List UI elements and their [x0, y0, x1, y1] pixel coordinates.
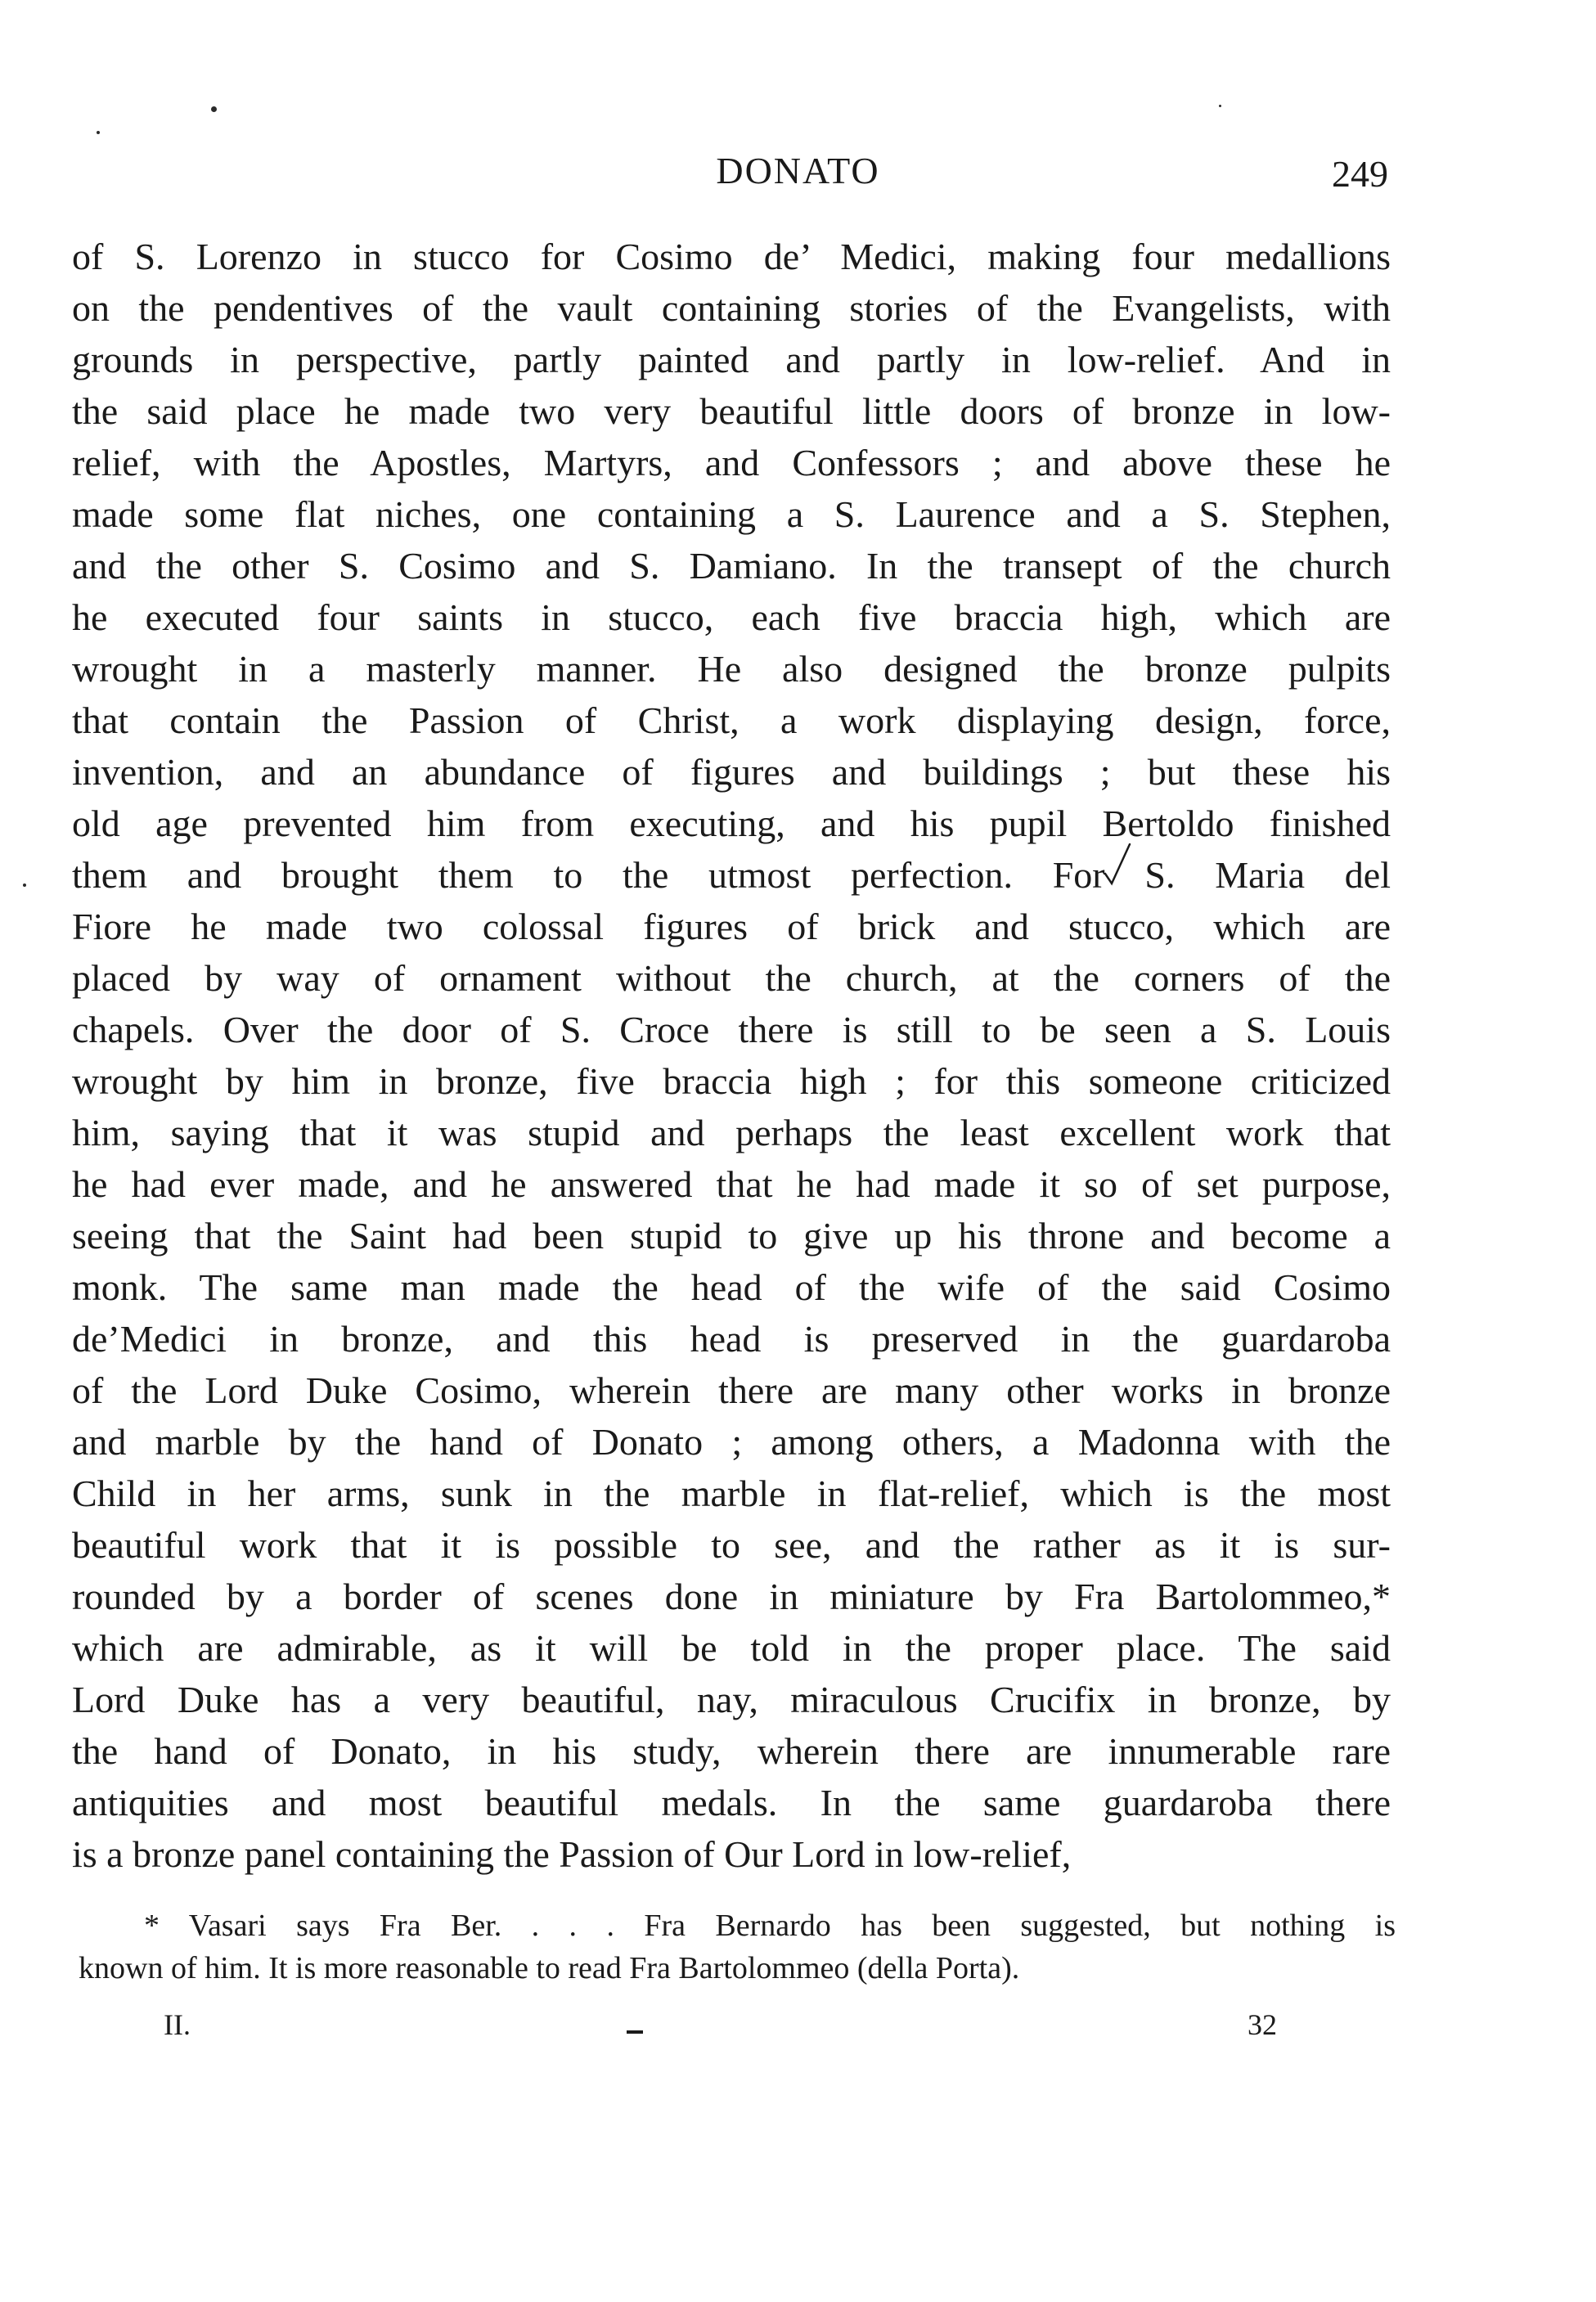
text-line: wrought in a masterly manner. He also designed the bronze pulpits [72, 648, 1391, 690]
text-line: on the pendentives of the vault containing stories of the Evangelists, with [72, 287, 1391, 329]
footnote [79, 1904, 1396, 1990]
text-line: he executed four saints in stucco, each five braccia high, which are [72, 596, 1391, 638]
text-line: beautiful work that it is possible to see, and the rather as it is sur- [72, 1524, 1391, 1566]
text-line: them and brought them to the utmost perfection. For S. Maria del [72, 854, 1391, 896]
text-line: chapels. Over the door of S. Croce there is still to be seen a S. Louis [72, 1009, 1391, 1050]
text-line: de’Medici in bronze, and this head is preserved in the guardaroba [72, 1318, 1391, 1360]
text-line: Lord Duke has a very beautiful, nay, miraculous Crucifix in bronze, by [72, 1679, 1391, 1720]
body-text [72, 231, 1391, 1880]
running-head [0, 149, 1596, 206]
text-line: and marble by the hand of Donato ; among others, a Madonna with the [72, 1421, 1391, 1463]
text-line: grounds in perspective, partly painted and partly in low-relief. And in [72, 339, 1391, 380]
text-line: of the Lord Duke Cosimo, wherein there are many other works in bronze [72, 1369, 1391, 1411]
pencil-tick-mark [1100, 841, 1133, 887]
footnote-line: known of him. It is more reasonable to read Fra Bartolommeo (della Porta). [79, 1951, 1020, 1985]
text-line: the said place he made two very beautiful little doors of bronze in low- [72, 390, 1391, 432]
footnote-line: * Vasari says Fra Ber. . . . Fra Bernardo has been suggested, but nothing is [144, 1909, 1396, 1943]
text-line: invention, and an abundance of figures and buildings ; but these his [72, 751, 1391, 793]
text-line: he had ever made, and he answered that he had made it so of set purpose, [72, 1163, 1391, 1205]
ink-speck [211, 106, 217, 112]
volume-signature: II. [164, 2008, 191, 2041]
text-line: is a bronze panel containing the Passion of Our Lord in low-relief, [72, 1833, 1072, 1875]
ink-speck [1219, 105, 1221, 107]
text-line: Child in her arms, sunk in the marble in flat-relief, which is the most [72, 1472, 1391, 1514]
text-line: rounded by a border of scenes done in miniature by Fra Bartolommeo,* [72, 1576, 1391, 1617]
page-number: 249 [1332, 153, 1388, 195]
text-line: antiquities and most beautiful medals. In the same guardaroba there [72, 1782, 1391, 1823]
text-line: him, saying that it was stupid and perhaps the least excellent work that [72, 1112, 1391, 1153]
text-line: Fiore he made two colossal figures of brick and stucco, which are [72, 906, 1391, 947]
text-line: old age prevented him from executing, and his pupil Bertoldo finished [72, 803, 1391, 844]
ink-speck [97, 131, 100, 134]
text-line: which are admirable, as it will be told in the proper place. The said [72, 1627, 1391, 1669]
text-line: and the other S. Cosimo and S. Damiano. In the transept of the church [72, 545, 1391, 587]
sheet-signature: 32 [1248, 2008, 1277, 2041]
text-line: the hand of Donato, in his study, wherein there are innumerable rare [72, 1730, 1391, 1772]
running-title: DONATO [716, 150, 880, 191]
text-line: wrought by him in bronze, five braccia high ; for this someone criticized [72, 1060, 1391, 1102]
text-line: that contain the Passion of Christ, a work displaying design, force, [72, 699, 1391, 741]
text-line: of S. Lorenzo in stucco for Cosimo de’ Medici, making four medallions [72, 236, 1391, 277]
text-line: placed by way of ornament without the church, at the corners of the [72, 957, 1391, 999]
text-line: relief, with the Apostles, Martyrs, and Confessors ; and above these he [72, 442, 1391, 483]
signature-dash [627, 2030, 643, 2034]
text-line: monk. The same man made the head of the wife of the said Cosimo [72, 1266, 1391, 1308]
ink-speck [23, 883, 26, 887]
text-line: seeing that the Saint had been stupid to give up his throne and become a [72, 1215, 1391, 1257]
text-line: made some flat niches, one containing a S. Laurence and a S. Stephen, [72, 493, 1391, 535]
